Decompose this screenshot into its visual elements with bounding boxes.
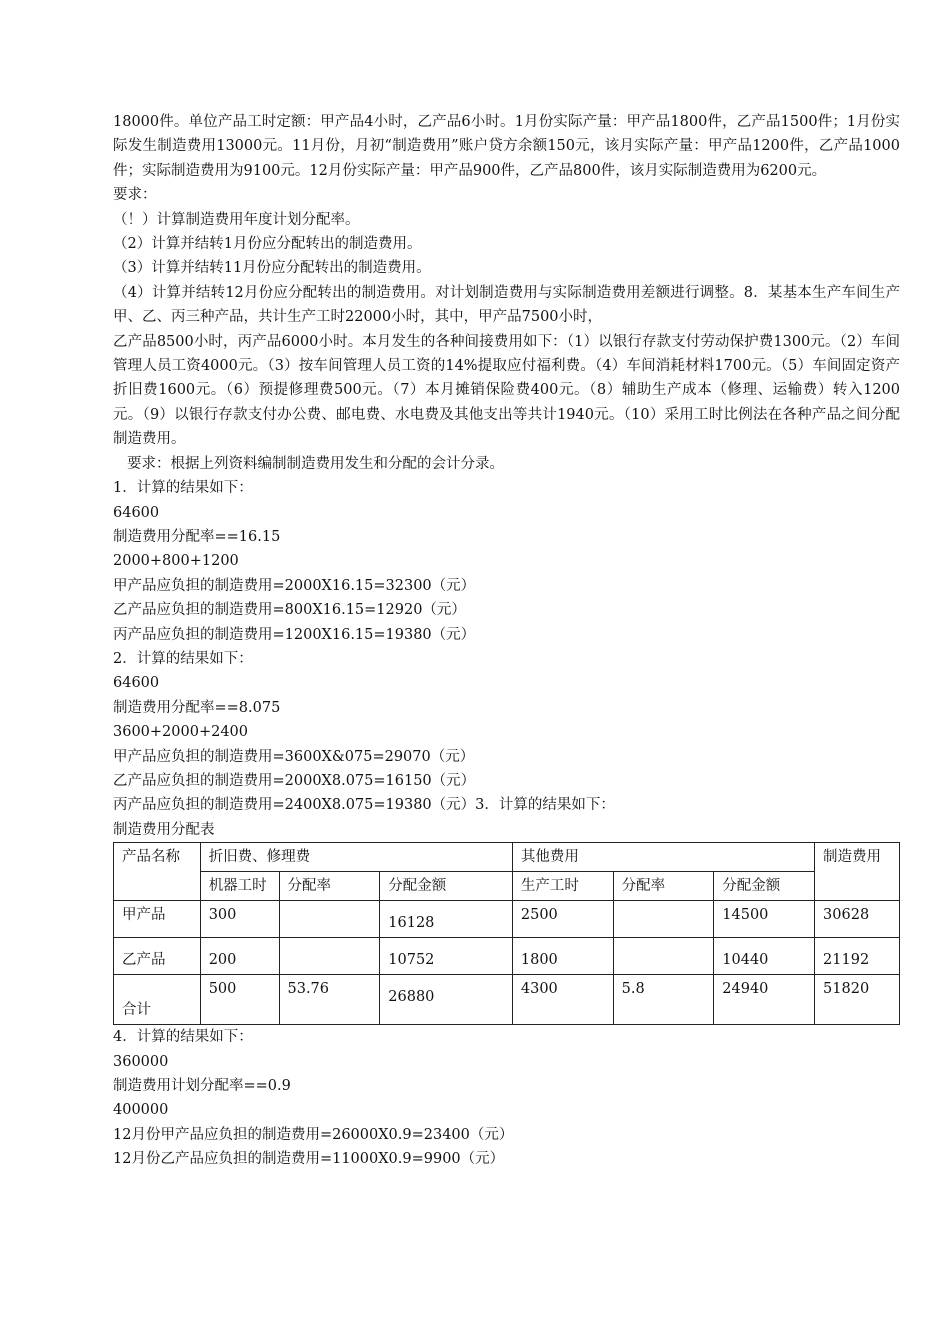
solution-1-product-a: 甲产品应负担的制造费用=2000X16.15=32300（元） xyxy=(113,577,476,594)
header-rate-1: 分配率 xyxy=(279,872,380,901)
solution-2-product-c: 丙产品应负担的制造费用=2400X8.075=19380（元）3．计算的结果如下： xyxy=(113,797,615,814)
document-page xyxy=(113,110,900,1172)
row-total: 30628 xyxy=(815,901,900,938)
header-product-name: 产品名称 xyxy=(114,843,201,901)
header-overhead-total: 制造费用 xyxy=(815,843,900,901)
problem-8-text: 乙产品8500小时，丙产品6000小时。本月发生的各种间接费用如下：（1）以银行存款支付劳动保护费1300元。（2）车间管理人员工资4000元。（3）按车间管理人员工资的14%提取应付福利费。（4）车间消耗材料1700元。（5）车间固定资产折旧费1600元。（6）预提修理费500元。（7）本月摊销保险费400元。（8）辅助生产成本（修理、运输费）转入1200元。（9）以银行存款支付办公费、邮电费、水电费及其他支出等共计1940元。（10）采用工时比例法在各种产品之间分配制造费用。 xyxy=(113,333,900,448)
solution-2-denominator: 3600+2000+2400 xyxy=(113,724,249,741)
requirement-1: （！）计算制造费用年度计划分配率。 xyxy=(113,211,360,228)
row-total: 51820 xyxy=(815,975,900,1025)
row-amount-2: 24940 xyxy=(714,975,815,1025)
row-name: 合计 xyxy=(114,975,201,1025)
solution-2-rate: 制造费用分配率==8.075 xyxy=(113,699,281,716)
solution-2-product-a: 甲产品应负担的制造费用=3600X&075=29070（元） xyxy=(113,748,475,765)
table-subheader-row xyxy=(114,872,900,901)
requirement-3: （3）计算并结转11月份应分配转出的制造费用。 xyxy=(113,260,431,277)
solution-1-product-b: 乙产品应负担的制造费用=800X16.15=12920（元） xyxy=(113,602,466,619)
solution-4-rate: 制造费用计划分配率==0.9 xyxy=(113,1078,291,1094)
header-rate-2: 分配率 xyxy=(613,872,714,901)
header-depreciation-repair: 折旧费、修理费 xyxy=(200,843,512,872)
row-machine-hours: 200 xyxy=(200,938,279,975)
solution-1-heading: 1．计算的结果如下： xyxy=(113,480,253,497)
row-rate-1 xyxy=(279,938,380,975)
solution-1-product-c: 丙产品应负担的制造费用=1200X16.15=19380（元） xyxy=(113,626,476,643)
row-rate-2 xyxy=(613,938,714,975)
row-rate-2 xyxy=(613,901,714,938)
solution-4-product-b: 12月份乙产品应负担的制造费用=11000X0.9=9900（元） xyxy=(113,1151,505,1168)
row-rate-1 xyxy=(279,901,380,938)
header-production-hours: 生产工时 xyxy=(512,872,613,901)
table-row xyxy=(114,975,900,1025)
solution-1-rate: 制造费用分配率==16.15 xyxy=(113,528,281,545)
row-amount-1: 16128 xyxy=(380,901,513,938)
solution-4-product-a: 12月份甲产品应负担的制造费用=26000X0.9=23400（元） xyxy=(113,1126,514,1143)
solution-4-heading: 4．计算的结果如下： xyxy=(113,1029,253,1046)
header-other-expenses: 其他费用 xyxy=(512,843,814,872)
header-amount-2: 分配金额 xyxy=(714,872,815,901)
solution-2-heading: 2．计算的结果如下： xyxy=(113,650,253,667)
row-production-hours: 2500 xyxy=(512,901,613,938)
row-amount-2: 10440 xyxy=(714,938,815,975)
allocation-table xyxy=(113,842,900,1025)
solution-2-product-b: 乙产品应负担的制造费用=2000X8.075=16150（元） xyxy=(113,772,476,789)
row-total: 21192 xyxy=(815,938,900,975)
solution-1-denominator: 2000+800+1200 xyxy=(113,553,239,570)
solution-4-denominator: 400000 xyxy=(113,1102,169,1119)
row-amount-1: 26880 xyxy=(380,975,513,1025)
row-rate-1: 53.76 xyxy=(279,975,380,1025)
row-machine-hours: 500 xyxy=(200,975,279,1025)
header-amount-1: 分配金额 xyxy=(380,872,513,901)
solution-4-numerator: 360000 xyxy=(113,1053,169,1070)
table-header-row xyxy=(114,843,900,872)
row-amount-2: 14500 xyxy=(714,901,815,938)
problem-8-requirement: 要求：根据上列资料编制制造费用发生和分配的会计分录。 xyxy=(127,455,504,472)
header-machine-hours: 机器工时 xyxy=(200,872,279,901)
table-title: 制造费用分配表 xyxy=(113,821,215,838)
solution-2-numerator: 64600 xyxy=(113,675,160,692)
table-row xyxy=(114,901,900,938)
requirement-4: （4）计算并结转12月份应分配转出的制造费用。对计划制造费用与实际制造费用差额进行调整。8．某基本生产车间生产甲、乙、丙三种产品，共计生产工时22000小时，其中，甲产品7500小时， xyxy=(113,284,900,326)
row-production-hours: 4300 xyxy=(512,975,613,1025)
solution-1-numerator: 64600 xyxy=(113,504,160,521)
requirements-label: 要求： xyxy=(113,187,157,204)
row-amount-1: 10752 xyxy=(380,938,513,975)
row-production-hours: 1800 xyxy=(512,938,613,975)
row-name: 乙产品 xyxy=(114,938,201,975)
row-name: 甲产品 xyxy=(114,901,201,938)
table-row xyxy=(114,938,900,975)
row-rate-2: 5.8 xyxy=(613,975,714,1025)
problem-text: 18000件。单位产品工时定额：甲产品4小时，乙产品6小时。1月份实际产量：甲产品1800件，乙产品1500件；1月份实际发生制造费用13000元。11月份，月初“制造费用”账户贷方余额150元，该月实际产量：甲产品1200件，乙产品1000件；实际制造费用为9100元。12月份实际产量：甲产品900件，乙产品800件，该月实际制造费用为6200元。 xyxy=(113,114,900,179)
requirement-2: （2）计算并结转1月份应分配转出的制造费用。 xyxy=(113,236,422,253)
row-machine-hours: 300 xyxy=(200,901,279,938)
